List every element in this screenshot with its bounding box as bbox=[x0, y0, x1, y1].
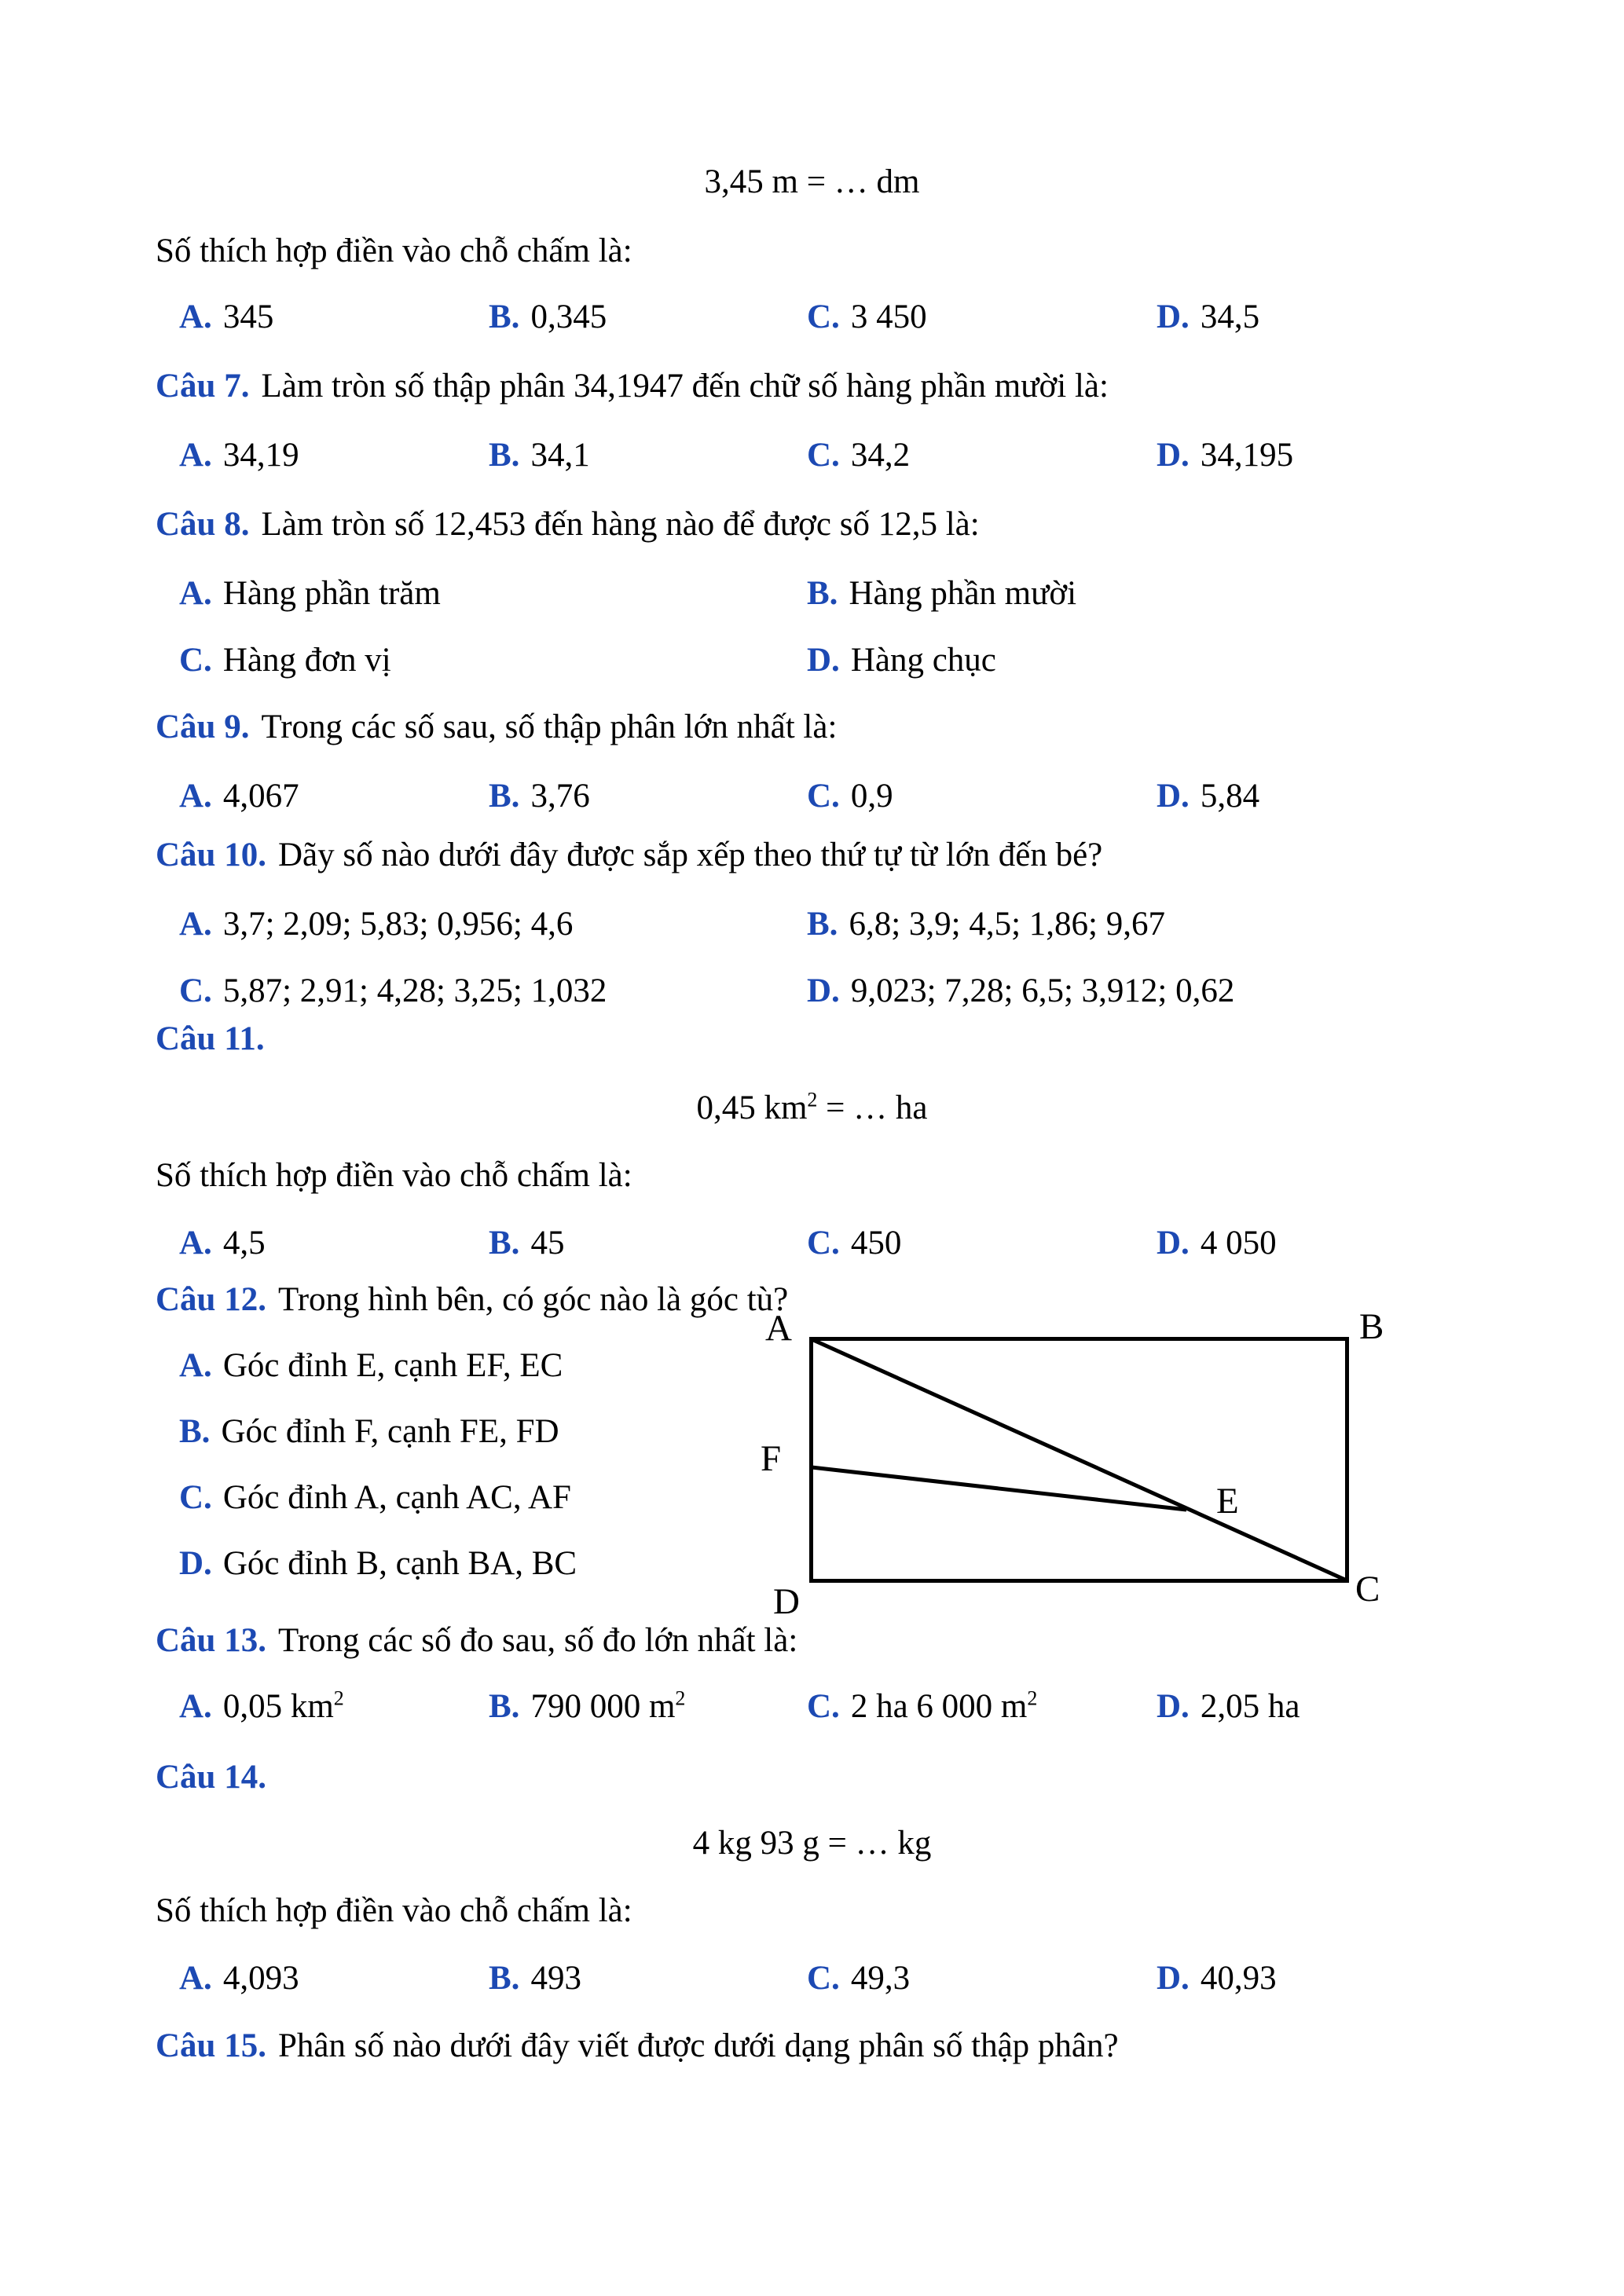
option-text: 2,05 ha bbox=[1200, 1688, 1300, 1725]
q8-options-row2 bbox=[0, 639, 1624, 687]
q7-option-a bbox=[179, 434, 299, 477]
q8-option-c bbox=[179, 639, 391, 682]
q6-formula: 3,45 m = … dm bbox=[704, 163, 920, 200]
geometry-figure bbox=[809, 1337, 1349, 1583]
option-text bbox=[223, 1688, 344, 1725]
q6-option-c bbox=[807, 296, 927, 339]
q9-option-a bbox=[179, 775, 299, 818]
q7-text: Làm tròn số thập phân 34,1947 đến chữ số hàng phần mười là: bbox=[261, 368, 1109, 405]
option-text: 5,87; 2,91; 4,28; 3,25; 1,032 bbox=[222, 972, 607, 1009]
option-text bbox=[851, 1688, 1038, 1725]
option-text: Góc đỉnh B, cạnh BA, BC bbox=[222, 1545, 577, 1582]
option-letter: B. bbox=[489, 778, 520, 815]
option-letter: D. bbox=[1157, 437, 1190, 474]
q7-question bbox=[156, 365, 1109, 408]
option-letter: A. bbox=[179, 1960, 212, 1997]
option-letter: C. bbox=[179, 1479, 212, 1516]
figure-label-f: F bbox=[761, 1438, 782, 1479]
option-letter: A. bbox=[179, 778, 212, 815]
option-letter: B. bbox=[807, 906, 838, 943]
option-text: 40,93 bbox=[1200, 1960, 1277, 1997]
q14-label: Câu 14. bbox=[156, 1759, 266, 1796]
q6-option-d bbox=[1157, 296, 1259, 339]
option-text: Góc đỉnh A, cạnh AC, AF bbox=[222, 1479, 571, 1516]
q10-text: Dãy số nào dưới đây được sắp xếp theo thứ tự từ lớn đến bé? bbox=[277, 837, 1103, 873]
option-text: 34,1 bbox=[530, 437, 590, 474]
q8-option-b bbox=[807, 573, 1076, 615]
option-text: Hàng phần mười bbox=[849, 575, 1077, 612]
option-text: 49,3 bbox=[850, 1960, 911, 1997]
q8-option-a bbox=[179, 573, 441, 615]
option-letter: A. bbox=[179, 1225, 212, 1262]
q14-prompt: Số thích hợp điền vào chỗ chấm là: bbox=[156, 1892, 632, 1929]
q13-question bbox=[156, 1620, 797, 1662]
option-text: 4 050 bbox=[1200, 1225, 1277, 1262]
option-text: 3 450 bbox=[850, 298, 927, 335]
q12-option-c bbox=[179, 1477, 571, 1519]
q14-option-c bbox=[807, 1957, 910, 2000]
option-letter: B. bbox=[489, 1960, 520, 1997]
q13-option-c bbox=[807, 1686, 1037, 1728]
q10-label: Câu 10. bbox=[156, 837, 266, 873]
q15-question bbox=[156, 2025, 1119, 2067]
option-letter: A. bbox=[179, 437, 212, 474]
q6-option-b bbox=[489, 296, 607, 339]
q8-text: Làm tròn số 12,453 đến hàng nào để được số 12,5 là: bbox=[261, 506, 980, 543]
q10-option-b bbox=[807, 903, 1165, 946]
option-letter: C. bbox=[807, 1225, 840, 1262]
q12-text: Trong hình bên, có góc nào là góc tù? bbox=[277, 1281, 789, 1318]
option-letter: C. bbox=[807, 778, 840, 815]
q15-text: Phân số nào dưới đây viết được dưới dạng phân số thập phân? bbox=[277, 2027, 1119, 2064]
q8-option-d bbox=[807, 639, 996, 682]
q14-options bbox=[0, 1957, 1624, 2005]
option-letter: A. bbox=[179, 906, 212, 943]
q10-option-c bbox=[179, 970, 607, 1013]
option-letter: D. bbox=[1157, 1960, 1190, 1997]
option-letter: B. bbox=[489, 1688, 520, 1725]
option-text: 4,5 bbox=[222, 1225, 266, 1262]
q9-question bbox=[156, 706, 837, 749]
option-text: Hàng chục bbox=[850, 642, 996, 679]
formula-text: 0,45 km bbox=[696, 1089, 808, 1126]
q9-label: Câu 9. bbox=[156, 709, 250, 745]
q11-option-c bbox=[807, 1222, 901, 1265]
q7-option-d bbox=[1157, 434, 1293, 477]
q9-options bbox=[0, 775, 1624, 822]
segment-fe bbox=[812, 1467, 1186, 1510]
option-letter: B. bbox=[179, 1413, 211, 1450]
option-letter: A. bbox=[179, 298, 212, 335]
q7-option-c bbox=[807, 434, 910, 477]
option-superscript: 2 bbox=[333, 1686, 344, 1710]
q7-option-b bbox=[489, 434, 590, 477]
option-letter: C. bbox=[807, 437, 840, 474]
option-letter: B. bbox=[489, 1225, 520, 1262]
q7-label: Câu 7. bbox=[156, 368, 250, 405]
q9-option-c bbox=[807, 775, 893, 818]
option-letter: D. bbox=[1157, 1225, 1190, 1262]
diagonal-ac bbox=[812, 1339, 1347, 1580]
q13-option-b bbox=[489, 1686, 685, 1728]
q8-question bbox=[156, 504, 980, 546]
option-letter: D. bbox=[179, 1545, 212, 1582]
q14-question bbox=[156, 1756, 278, 1799]
option-text: 790 000 m bbox=[530, 1688, 676, 1725]
option-letter: C. bbox=[179, 972, 212, 1009]
q11-prompt: Số thích hợp điền vào chỗ chấm là: bbox=[156, 1157, 632, 1194]
option-text: Hàng đơn vị bbox=[222, 642, 391, 679]
q7-options bbox=[0, 434, 1624, 482]
option-text: 0,9 bbox=[850, 778, 893, 815]
q8-label: Câu 8. bbox=[156, 506, 250, 543]
option-letter: C. bbox=[807, 1960, 840, 1997]
option-letter: D. bbox=[1157, 298, 1190, 335]
option-letter: D. bbox=[1157, 778, 1190, 815]
q13-text: Trong các số đo sau, số đo lớn nhất là: bbox=[277, 1622, 798, 1659]
option-letter: D. bbox=[807, 972, 840, 1009]
figure-label-d: D bbox=[773, 1581, 800, 1622]
q10-options-row2 bbox=[0, 970, 1624, 1017]
option-text: 34,195 bbox=[1200, 437, 1294, 474]
option-text: 5,84 bbox=[1200, 778, 1260, 815]
option-letter: D. bbox=[1157, 1688, 1190, 1725]
option-text bbox=[530, 1688, 685, 1725]
option-text: 9,023; 7,28; 6,5; 3,912; 0,62 bbox=[850, 972, 1235, 1009]
option-text: 0,345 bbox=[530, 298, 607, 335]
option-text: 34,2 bbox=[850, 437, 911, 474]
option-text bbox=[1201, 1688, 1300, 1725]
q10-option-d bbox=[807, 970, 1234, 1013]
q11-option-b bbox=[489, 1222, 564, 1265]
option-superscript: 2 bbox=[1027, 1686, 1038, 1710]
option-text: Hàng phần trăm bbox=[222, 575, 441, 612]
option-text: 450 bbox=[850, 1225, 902, 1262]
q10-question bbox=[156, 834, 1102, 877]
q14-formula: 4 kg 93 g = … kg bbox=[692, 1825, 932, 1862]
q11-question bbox=[156, 1018, 277, 1060]
q10-options-row1 bbox=[0, 903, 1624, 950]
q11-formula bbox=[0, 1087, 1624, 1130]
option-letter: B. bbox=[807, 575, 838, 612]
q11-options bbox=[0, 1222, 1624, 1269]
option-text: 2 ha 6 000 m bbox=[850, 1688, 1028, 1725]
q11-option-a bbox=[179, 1222, 266, 1265]
option-text: 45 bbox=[530, 1225, 565, 1262]
q6-prompt: Số thích hợp điền vào chỗ chấm là: bbox=[156, 233, 632, 269]
option-superscript: 2 bbox=[675, 1686, 686, 1710]
q9-option-d bbox=[1157, 775, 1259, 818]
option-text: Góc đỉnh F, cạnh FE, FD bbox=[221, 1413, 559, 1450]
q6-options bbox=[0, 296, 1624, 343]
option-letter: A. bbox=[179, 1347, 212, 1384]
figure-label-b: B bbox=[1359, 1306, 1384, 1347]
q6-option-a bbox=[179, 296, 273, 339]
option-letter: B. bbox=[489, 298, 520, 335]
figure-label-c: C bbox=[1355, 1569, 1380, 1609]
option-text: Góc đỉnh E, cạnh EF, EC bbox=[222, 1347, 563, 1384]
option-letter: D. bbox=[807, 642, 840, 679]
q13-option-d bbox=[1157, 1686, 1300, 1728]
q12-option-d bbox=[179, 1543, 577, 1585]
option-letter: A. bbox=[179, 575, 212, 612]
option-text: 3,7; 2,09; 5,83; 0,956; 4,6 bbox=[222, 906, 574, 943]
option-text: 4,067 bbox=[222, 778, 299, 815]
q8-options-row1 bbox=[0, 573, 1624, 620]
q13-option-a bbox=[179, 1686, 344, 1728]
q12-question bbox=[156, 1279, 788, 1321]
formula-text: = … ha bbox=[817, 1089, 928, 1126]
formula-superscript: 2 bbox=[807, 1088, 818, 1111]
q15-label: Câu 15. bbox=[156, 2027, 266, 2064]
q13-label: Câu 13. bbox=[156, 1622, 266, 1659]
q12-option-b bbox=[179, 1411, 559, 1453]
option-letter: C. bbox=[807, 1688, 840, 1725]
q12-option-a bbox=[179, 1345, 563, 1387]
option-text: 345 bbox=[222, 298, 274, 335]
q11-option-d bbox=[1157, 1222, 1277, 1265]
q14-option-a bbox=[179, 1957, 299, 2000]
option-letter: C. bbox=[179, 642, 212, 679]
q9-option-b bbox=[489, 775, 590, 818]
option-text: 34,19 bbox=[222, 437, 299, 474]
q14-option-d bbox=[1157, 1957, 1277, 2000]
option-letter: C. bbox=[807, 298, 840, 335]
option-text: 4,093 bbox=[222, 1960, 299, 1997]
option-text: 493 bbox=[530, 1960, 581, 1997]
option-text: 6,8; 3,9; 4,5; 1,86; 9,67 bbox=[849, 906, 1165, 943]
option-text: 3,76 bbox=[530, 778, 590, 815]
q11-label: Câu 11. bbox=[156, 1020, 265, 1057]
option-text: 34,5 bbox=[1200, 298, 1260, 335]
option-letter: A. bbox=[179, 1688, 212, 1725]
figure-label-e: E bbox=[1216, 1481, 1239, 1522]
q9-text: Trong các số sau, số thập phân lớn nhất là: bbox=[261, 709, 838, 745]
option-text: 0,05 km bbox=[222, 1688, 334, 1725]
q12-label: Câu 12. bbox=[156, 1281, 266, 1318]
q10-option-a bbox=[179, 903, 573, 946]
q13-options bbox=[0, 1686, 1624, 1733]
option-letter: B. bbox=[489, 437, 520, 474]
figure-label-a: A bbox=[765, 1308, 792, 1349]
q14-option-b bbox=[489, 1957, 581, 2000]
